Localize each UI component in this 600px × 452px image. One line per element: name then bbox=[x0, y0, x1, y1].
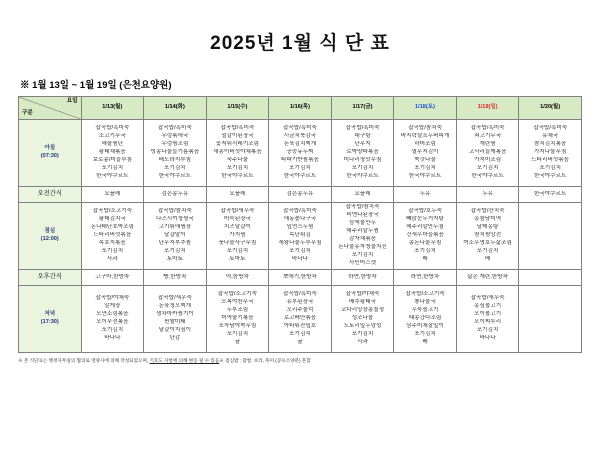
dish-item: 숙주나물 bbox=[226, 156, 249, 163]
dish-item: 생차마카찜기이 bbox=[155, 311, 194, 318]
corner-bottom-label: 구분 bbox=[22, 110, 33, 117]
row-label bbox=[19, 120, 82, 187]
dish-item: 한국야쿠르트 bbox=[96, 172, 129, 179]
dish-item: 시금치북감국 bbox=[283, 133, 317, 140]
dish-item: 포기김치 bbox=[289, 330, 311, 337]
dish-item: 포기김치 bbox=[226, 330, 249, 337]
dish-item: 라면,한방차 bbox=[410, 273, 440, 280]
dish-item: 잡곡밥/야채죽 bbox=[95, 295, 130, 302]
dish-item: 삼색물만두 bbox=[348, 220, 377, 227]
dish-item: 바나나 bbox=[291, 255, 309, 262]
snack-cell bbox=[269, 270, 332, 286]
dish-item: 로박양파볶음 bbox=[346, 149, 379, 156]
dish-item: 요플레 bbox=[229, 190, 246, 197]
dish-item: 귤 bbox=[234, 338, 241, 345]
dish-item: 잡곡밥/야채죽 bbox=[345, 291, 380, 298]
dish-item: 두유 bbox=[482, 190, 493, 197]
snack-cell bbox=[206, 187, 269, 203]
corner-top-label: 요일 bbox=[66, 98, 78, 104]
dish-item: 콩돈나물무침 bbox=[408, 239, 442, 246]
meal-cell bbox=[394, 120, 457, 187]
dish-item: 돈육김치찌개 bbox=[283, 141, 317, 148]
dish-item: 포기김치 bbox=[476, 247, 499, 254]
dish-item: 아타튀잔잎호 bbox=[283, 322, 317, 329]
snack-cell bbox=[456, 270, 519, 286]
dish-item: 잡곡밥/흑미죽 bbox=[95, 125, 130, 132]
dish-item: 잡곡밥/흑미죽 bbox=[533, 125, 568, 132]
menu-document bbox=[0, 28, 600, 452]
dish-item: 잡곡밥/흑미죽 bbox=[470, 125, 505, 132]
dish-item: 바나나 bbox=[479, 334, 496, 341]
dish-item: 한국야쿠르트 bbox=[408, 172, 442, 179]
footnote-right: ※ 점심밥 : 찹쌀, 보리, 흑미 (콩포소양분) 혼합 bbox=[219, 358, 311, 363]
dish-item: 유채국 bbox=[542, 133, 559, 140]
period-label: ※ 1월 13일 ~ 1월 19일 (은천요양원) bbox=[20, 80, 172, 91]
dish-item: 로고베안볶음 bbox=[283, 315, 317, 322]
meal-cell bbox=[144, 120, 207, 187]
dish-item: 성조나물 bbox=[351, 315, 374, 322]
dish-item: 목호지볶음 bbox=[98, 239, 126, 246]
row-label bbox=[19, 203, 82, 270]
meal-cell bbox=[456, 120, 519, 187]
meal-cell bbox=[519, 203, 582, 270]
dish-item: 라면,한방차 bbox=[348, 273, 377, 280]
dish-item: 포기김치 bbox=[414, 330, 436, 337]
snack-cell bbox=[519, 270, 582, 286]
dish-item: 포기김치 bbox=[226, 247, 249, 254]
dish-item: 포기김치 bbox=[226, 164, 249, 171]
dish-item: 찐쌀미돼 bbox=[164, 319, 186, 325]
table-row bbox=[19, 120, 582, 187]
dish-item: 우묵볼고기 bbox=[411, 307, 439, 314]
dish-item: 포기김치 bbox=[289, 247, 311, 254]
column-header: 1/13(월) bbox=[81, 97, 144, 120]
dish-item: 떡,한방차 bbox=[225, 273, 249, 280]
snack-cell bbox=[519, 187, 582, 203]
dish-item: 비엔나된장국 bbox=[346, 212, 379, 219]
meal-cell bbox=[456, 203, 519, 270]
dish-item: 배 bbox=[422, 255, 428, 262]
dish-item: 사과 bbox=[357, 338, 368, 345]
table-head bbox=[19, 97, 582, 120]
dish-item: 빙콩나물들기름볶음 bbox=[150, 149, 200, 156]
dish-item: 한국야쿠르트 bbox=[471, 172, 504, 179]
dish-item: 해물찜단 bbox=[101, 141, 124, 148]
page-title: 2025년 1월 식 단 표 bbox=[210, 33, 390, 54]
dish-item: 고기튀애찜장 bbox=[158, 224, 192, 231]
dish-item: 치즈달걀이 bbox=[223, 224, 251, 231]
row-label-main: 점심 bbox=[44, 228, 56, 235]
dish-item: 우렁볶애국 bbox=[161, 133, 189, 140]
dish-item: 꽃저튀시래기조림 bbox=[215, 141, 260, 148]
snack-cell bbox=[81, 270, 144, 286]
dish-item: 요플레 bbox=[104, 190, 121, 197]
dish-item: 잡곡밥/흑미죽 bbox=[282, 208, 317, 215]
dish-item: 목단튀김 bbox=[289, 232, 311, 239]
dish-item: 잡곡밥/소고기죽 bbox=[405, 291, 445, 298]
meal-cell bbox=[144, 286, 207, 353]
meal-cell bbox=[269, 203, 332, 270]
dish-item: 잡곡밥/잔치죽 bbox=[470, 208, 505, 215]
dish-item: 느타리버섯볶음 bbox=[93, 232, 132, 239]
dish-item: 포기김치 bbox=[101, 247, 124, 254]
dish-item: 오이찌투리 bbox=[474, 319, 502, 325]
dish-item: 한국야쿠르트 bbox=[221, 172, 254, 179]
dish-item: 잡곡밥/흑미죽 bbox=[282, 125, 317, 132]
row-label bbox=[19, 270, 82, 286]
dish-item: 오이무선볶음 bbox=[96, 319, 129, 325]
table-row bbox=[19, 187, 582, 203]
dish-item: 빼앉눈두거지탕 bbox=[406, 216, 444, 223]
row-label bbox=[19, 187, 82, 203]
meal-cell bbox=[144, 203, 207, 270]
row-label-main: 오전간식 bbox=[37, 190, 62, 198]
corner-header bbox=[19, 97, 82, 120]
meal-cell bbox=[81, 120, 144, 187]
dish-item: 포기김치 bbox=[476, 326, 499, 333]
dish-item: 열무지김이 bbox=[411, 149, 439, 156]
dish-item: 토마토 bbox=[229, 255, 246, 262]
dish-item: 코다리앙장콩칠정 bbox=[340, 307, 385, 314]
dish-item: 잡곡밥/새우죽 bbox=[220, 208, 255, 215]
dish-item: 고사리들깨볶음 bbox=[468, 149, 507, 156]
dish-item: 계란찜 bbox=[479, 141, 496, 148]
dish-item: 오리주물럭 bbox=[286, 307, 314, 314]
dish-item: 해주리알만두침 bbox=[406, 224, 444, 231]
dish-item: 공중뉴두찌 bbox=[286, 149, 314, 156]
column-header: 1/16(목) bbox=[269, 97, 332, 120]
dish-item: 풋나물사구무침 bbox=[218, 239, 257, 246]
meal-cell bbox=[206, 286, 269, 353]
dish-item: 포기김치 bbox=[414, 247, 436, 254]
row-label-time: (07:30) bbox=[40, 153, 59, 159]
meal-cell bbox=[269, 286, 332, 353]
dish-item: 단무지부추찜 bbox=[158, 239, 192, 246]
footnote-underline: 기호도 사항에 의해 변동 될 수 있음 bbox=[149, 358, 220, 363]
dish-item: 검은콩두유 bbox=[161, 190, 189, 197]
menu-table bbox=[18, 96, 582, 353]
dish-item: 잡곡밥/참치죽 bbox=[408, 125, 443, 132]
meal-cell bbox=[394, 286, 457, 353]
dish-item: 바지락살소두버피개 bbox=[400, 133, 450, 140]
dish-item: 포자남야쑥무침 bbox=[218, 322, 257, 329]
dish-item: 해주리알두찜 bbox=[346, 228, 379, 235]
dish-item: 달걀말이 bbox=[164, 232, 186, 239]
dish-item: 모만소링볶음 bbox=[96, 311, 129, 318]
row-label-time: (17:30) bbox=[40, 319, 59, 325]
dish-item: 잡곡밥/흑미죽 bbox=[157, 125, 192, 132]
dish-item: 한국야쿠르트 bbox=[346, 172, 379, 179]
dish-item: 오이볼고기 bbox=[474, 311, 502, 318]
dish-item: 얼갈이된장국 bbox=[221, 133, 254, 140]
dish-item: 포기김치 bbox=[289, 164, 311, 171]
meal-cell bbox=[519, 120, 582, 187]
snack-cell bbox=[394, 187, 457, 203]
dish-item: 참치찜앙전 bbox=[474, 232, 502, 239]
dish-item: 잡곡밥/새우죽 bbox=[157, 295, 192, 302]
dish-item: 두유 bbox=[419, 190, 431, 197]
dish-item: 옹참남미역 bbox=[474, 216, 502, 223]
row-label bbox=[19, 286, 82, 353]
dish-item: 포기김치 bbox=[351, 164, 374, 171]
snack-cell bbox=[331, 187, 394, 203]
dish-item: 가지미조림 bbox=[474, 156, 502, 163]
dish-item: 배 bbox=[422, 338, 428, 345]
meal-cell bbox=[206, 203, 269, 270]
dish-item: 바나나 bbox=[104, 334, 121, 341]
dish-item: 배도라지부침 bbox=[158, 156, 192, 163]
dish-item: 미나리청맛무침 bbox=[343, 156, 382, 163]
dish-item: 어묵된장국 bbox=[223, 216, 251, 223]
snack-cell bbox=[331, 270, 394, 286]
dish-item: 잡곡밥/흑미죽 bbox=[282, 291, 317, 298]
dish-item: 포기김치 bbox=[414, 164, 436, 171]
snack-cell bbox=[269, 187, 332, 203]
row-label-main: 아침 bbox=[44, 145, 56, 152]
dish-item: 삶은 계란,한방차 bbox=[467, 273, 509, 280]
dish-item: 검은콩두유 bbox=[286, 190, 314, 197]
dish-item: 토마토 bbox=[166, 255, 183, 262]
dish-item: 단감 bbox=[169, 334, 181, 341]
dish-item: 세왕나물두부무침 bbox=[278, 239, 322, 246]
snack-cell bbox=[144, 270, 207, 286]
dish-item: 알게장 bbox=[104, 303, 121, 310]
dish-item: 가지찜 bbox=[229, 232, 246, 239]
column-header: 1/17(금) bbox=[331, 97, 394, 120]
meal-cell bbox=[394, 203, 457, 270]
dish-item: 황태김치국 bbox=[98, 216, 126, 223]
dish-item: 잡곡밥/흑미죽 bbox=[345, 125, 380, 132]
dish-item: 포기김치 bbox=[539, 164, 561, 171]
column-header: 1/14(화) bbox=[144, 97, 207, 120]
dish-item: 잡곡밥/소고기죽 bbox=[92, 208, 133, 215]
dish-item: 단무지 bbox=[354, 141, 371, 148]
dish-item: 배추황태국 bbox=[348, 299, 377, 306]
dish-item: 잎연스두찜 bbox=[286, 224, 314, 231]
dish-item: 요플레 bbox=[354, 190, 371, 197]
meal-cell bbox=[331, 120, 394, 187]
row-label-main: 저녁 bbox=[44, 311, 56, 318]
dish-item: 잡곡밥/참치죽 bbox=[345, 204, 380, 211]
dish-item: 나즈시끼청찡국 bbox=[155, 216, 194, 223]
dish-item: 돈육청오찌개 bbox=[158, 303, 192, 310]
column-header: 1/15(수) bbox=[206, 97, 269, 120]
row-label-time: (12:00) bbox=[40, 236, 59, 242]
header-row bbox=[19, 97, 582, 120]
snack-cell bbox=[81, 187, 144, 203]
dish-item: 미역줄기볶음 bbox=[221, 315, 254, 322]
dish-item: 애동솥나구국 bbox=[283, 216, 317, 223]
dish-item: 달걀이지짐이 bbox=[158, 326, 192, 333]
meal-cell bbox=[331, 203, 394, 270]
table-body bbox=[19, 120, 582, 353]
dish-item: 잡곡밥/참치죽 bbox=[157, 208, 192, 215]
footnote-left: ※ 본 식단표는 행정사무실의 협의로 영양사에 의해 작성되었으며, bbox=[18, 358, 150, 363]
snack-cell bbox=[144, 187, 207, 203]
meal-cell bbox=[206, 120, 269, 187]
dish-item: 우렁찜조림 bbox=[161, 141, 189, 148]
dish-item: 뽀애기,한방차 bbox=[282, 273, 317, 280]
dish-item: 참치김치볶음 bbox=[533, 141, 567, 148]
dish-item: 잡곡밥/호두죽 bbox=[408, 208, 443, 215]
dish-item: 오복야찬무국 bbox=[221, 299, 254, 306]
dish-item: 유부된장국 bbox=[286, 299, 314, 306]
dish-item: 포기김치 bbox=[351, 251, 374, 258]
table-row bbox=[19, 270, 582, 286]
dish-item: 한국야쿠르트 bbox=[533, 190, 567, 197]
dish-item: 보로콩/미늘부침 bbox=[92, 156, 133, 163]
dish-item: 돈나태단호박조림 bbox=[90, 224, 134, 231]
dish-item: 배 bbox=[484, 255, 491, 262]
dish-item: 하머조림 bbox=[414, 141, 436, 148]
dish-item: 황태채볶음 bbox=[98, 149, 126, 156]
dish-item: 두부조림 bbox=[226, 307, 249, 314]
snack-cell bbox=[394, 270, 457, 286]
dish-item: 삼주미채살잎이 bbox=[406, 322, 444, 329]
dish-item: 사과 bbox=[106, 255, 118, 262]
dish-item: 사인머스켓 bbox=[348, 259, 377, 266]
dish-item: 돈나물유자청불지진 bbox=[338, 243, 387, 250]
table-row bbox=[19, 203, 582, 270]
column-header: 1/19(일) bbox=[456, 97, 519, 120]
dish-item: 한국야쿠르트 bbox=[283, 172, 317, 179]
dish-item: 건새우마늘볶음 bbox=[406, 232, 444, 239]
dish-item: 빵,한방차 bbox=[163, 273, 187, 280]
table-row bbox=[19, 286, 582, 353]
dish-item: 소고기무국 bbox=[98, 133, 126, 140]
meal-cell bbox=[269, 120, 332, 187]
dish-item: 가지나물무침 bbox=[533, 149, 567, 156]
column-header: 1/18(토) bbox=[394, 97, 457, 120]
column-header: 1/20(월) bbox=[519, 97, 582, 120]
meal-cell bbox=[331, 286, 394, 353]
dish-item: 포기김치 bbox=[351, 330, 374, 337]
meal-cell bbox=[81, 203, 144, 270]
meal-cell bbox=[81, 286, 144, 353]
dish-item: 쇠고기무국 bbox=[474, 133, 502, 140]
dish-item: 뽕나물국 bbox=[414, 299, 436, 306]
dish-item: 잡곡밥/소고기죽 bbox=[217, 291, 258, 298]
dish-item: 포기김치 bbox=[101, 326, 124, 333]
snack-cell bbox=[456, 187, 519, 203]
dish-item: 태콩강다조림 bbox=[408, 315, 442, 322]
snack-cell bbox=[206, 270, 269, 286]
dish-item: 포기김치 bbox=[101, 164, 124, 171]
dish-item: 여소우영호두삶조림 bbox=[463, 239, 512, 246]
dish-item: 도토리잎두앙성 bbox=[343, 322, 382, 329]
dish-item: 포기김치 bbox=[164, 164, 186, 171]
dish-item: 감자채볶음 bbox=[348, 236, 377, 242]
meal-cell bbox=[456, 286, 519, 353]
dish-item: 고구마,한방차 bbox=[95, 273, 130, 280]
dish-item: 한국야쿠르트 bbox=[158, 172, 192, 179]
dish-item: 대구탕 bbox=[354, 133, 371, 140]
dish-item: 쑥갓나물 bbox=[414, 156, 436, 163]
dish-item: 귤 bbox=[297, 338, 303, 345]
dish-item: 포기김치 bbox=[164, 247, 186, 254]
dish-item: 새송이버섯야채볶음 bbox=[213, 149, 262, 156]
dish-item: 잡곡밥/새우죽 bbox=[470, 295, 505, 302]
dish-item: 잡곡밥/흑미죽 bbox=[220, 125, 255, 132]
row-label-main: 오후간식 bbox=[37, 273, 62, 281]
dish-item: 포기김치 bbox=[476, 164, 499, 171]
dish-item: 느타리버섯볶음 bbox=[531, 156, 570, 163]
meal-cell bbox=[519, 286, 582, 353]
dish-item: 한국야쿠르트 bbox=[533, 172, 567, 179]
footnote bbox=[18, 358, 582, 365]
dish-item: 타파기반찜볶음 bbox=[281, 156, 319, 163]
dish-item: 달톄옹탕 bbox=[476, 224, 499, 231]
dish-item: 옹심볼고기 bbox=[474, 303, 502, 310]
